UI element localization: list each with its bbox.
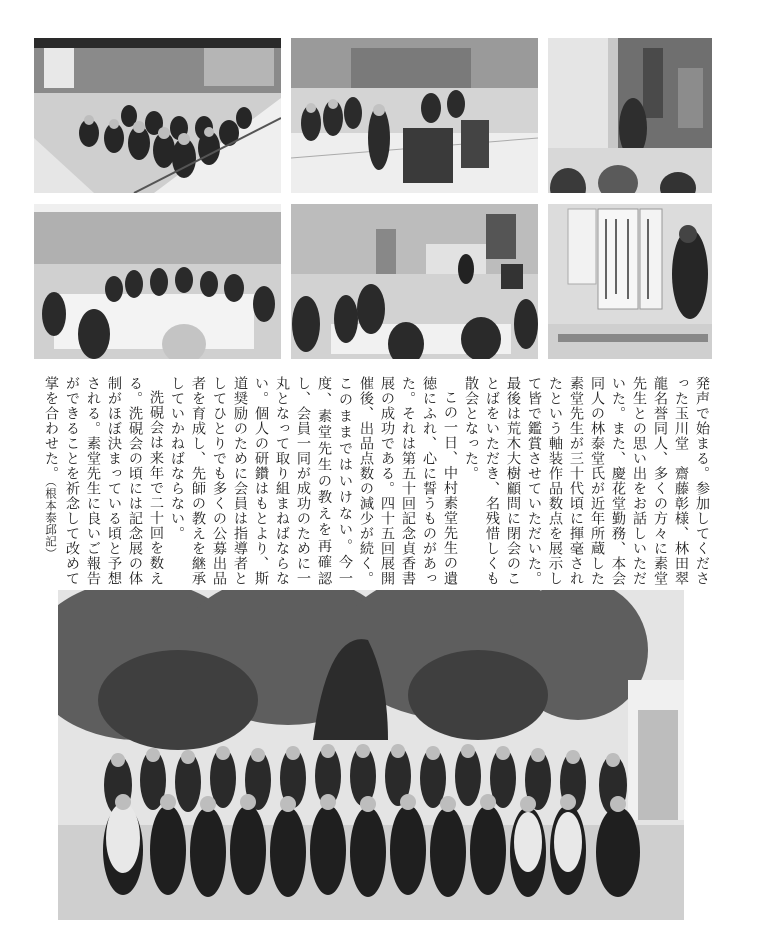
photo-altar-priest (548, 38, 712, 193)
article-paragraph (40, 376, 166, 586)
article-paragraph: この一日、中村素堂先生の遺徳にふれ、心に誓うものがあった。それは第五十回記念貞香書展の成功である。四十五回展開催後、出品点数の減少が続く。このままではいけない。今一度、素堂先生の教えを再確認し、会員一同が成功のために一丸となって取り組まねばならない。個人の研鑽はもとより、斯道奨励のために会員は指導者としてひとりでも多くの公募出品者を育成し、先師の教えを継承していかねばならない。 (169, 376, 458, 586)
photo-ceremony-hall-audience (34, 38, 281, 193)
photo-banquet-hall (34, 204, 281, 359)
photo-banquet-speech (291, 204, 538, 359)
article-paragraph-text: 洗硯会は来年で二十回を数える。洗硯会の頃には記念展の体制がほぼ決まっている頃と予想される。素堂先生に良いご報告ができることを祈念して改めて掌を合わせた。 (43, 376, 164, 586)
photo-group-portrait (58, 590, 684, 920)
author-signature: （根本泰邱記） (44, 481, 58, 560)
article-body (43, 376, 712, 586)
photo-speaker-calligraphy (548, 204, 712, 359)
article-paragraph: 発声で始まる。参加してくださった玉川堂 齋藤彰様、林田翠龍名誉同人、多くの方々に素堂先生との思い出をお話しいただいた。また、慶花堂勤務、本会同人の林泰堂氏が近年所蔵した素堂先生が三十代頃に揮毫されたという軸装作品数点を展示して皆で鑑賞させていただいた。最後は荒木大樹顧問に閉会のことばをいただき、名残惜しくも散会となった。 (463, 376, 710, 586)
photo-incense-offering (291, 38, 538, 193)
